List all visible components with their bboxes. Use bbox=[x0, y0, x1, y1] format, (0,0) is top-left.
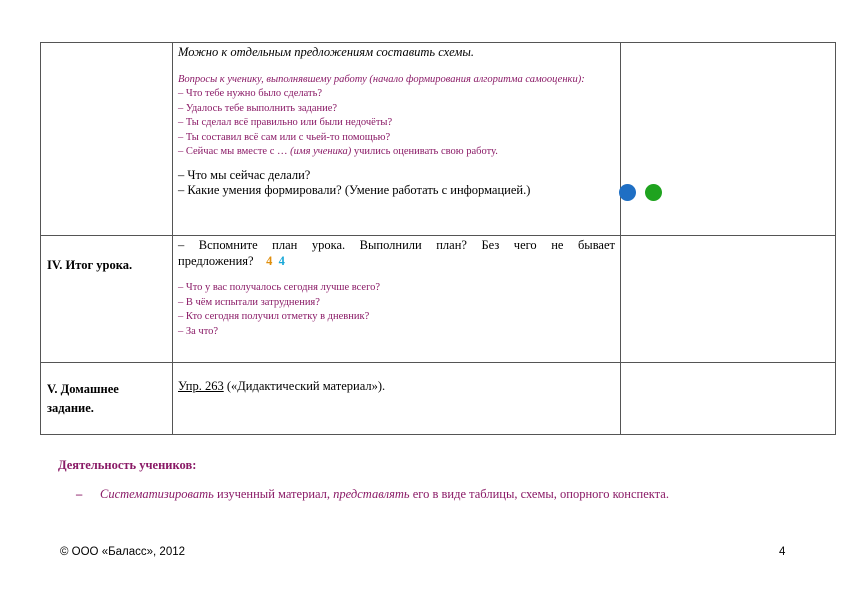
notes-cell bbox=[621, 363, 836, 435]
stage-label bbox=[41, 43, 172, 63]
lesson-table bbox=[40, 42, 836, 435]
summary-text: – Вспомните план урока. Выполнили план? Без чего не бывает предложения? 4 4 bbox=[178, 238, 615, 268]
notes-cell bbox=[621, 236, 836, 363]
stage-cell bbox=[41, 363, 173, 435]
question-item: – Удалось тебе выполнить задание? bbox=[178, 102, 338, 114]
question-item: – Ты составил всё сам или с чьей-то помощью? bbox=[178, 131, 391, 143]
question-item: – Что у вас получалось сегодня лучше всего? bbox=[178, 282, 381, 293]
question-item: – Сейчас мы вместе с … (имя ученика) учились оценивать свою работу. bbox=[178, 146, 498, 157]
mark-orange: 4 bbox=[266, 253, 273, 268]
question-item: – В чём испытали затруднения? bbox=[178, 296, 320, 308]
activity-item: – Систематизировать изученный материал, представлять его в виде таблицы, схемы, опорного конспекта. bbox=[76, 487, 669, 501]
table-row bbox=[41, 236, 836, 363]
notes-cell bbox=[621, 43, 836, 236]
stage-cell bbox=[41, 236, 173, 363]
intro-text: Можно к отдельным предложениям составить схемы. bbox=[178, 45, 474, 59]
activity-title: Деятельность учеников: bbox=[58, 458, 197, 472]
content-cell bbox=[173, 236, 621, 363]
green-dot-icon bbox=[645, 184, 662, 201]
table-row bbox=[41, 363, 836, 435]
questions-title: Вопросы к ученику, выполнявшему работу (начало формирования алгоритма самооценки): bbox=[178, 73, 585, 85]
exercise-link: Упр. 263 bbox=[178, 379, 224, 393]
footer-copyright: © ООО «Баласс», 2012 bbox=[60, 546, 186, 558]
stage-cell bbox=[41, 43, 173, 236]
stage-label: IV. Итог урока. bbox=[47, 258, 133, 272]
teacher-line: – Что мы сейчас делали? bbox=[178, 167, 311, 182]
mark-cyan: 4 bbox=[278, 253, 285, 268]
question-item: – Ты сделал всё правильно или были недочёты? bbox=[178, 117, 393, 128]
question-item: – За что? bbox=[178, 325, 219, 337]
teacher-line: – Какие умения формировали? (Умение работать с информацией.) bbox=[178, 183, 531, 197]
question-item: – Кто сегодня получил отметку в дневник? bbox=[178, 311, 370, 322]
content-cell bbox=[173, 43, 621, 236]
blue-dot-icon bbox=[619, 184, 636, 201]
content-cell bbox=[173, 363, 621, 435]
page-number: 4 bbox=[779, 546, 786, 558]
stage-label: V. Домашнее задание. bbox=[47, 382, 119, 415]
question-item: – Что тебе нужно было сделать? bbox=[178, 88, 323, 99]
table-row bbox=[41, 43, 836, 236]
exercise-desc: («Дидактический материал»). bbox=[223, 379, 386, 393]
